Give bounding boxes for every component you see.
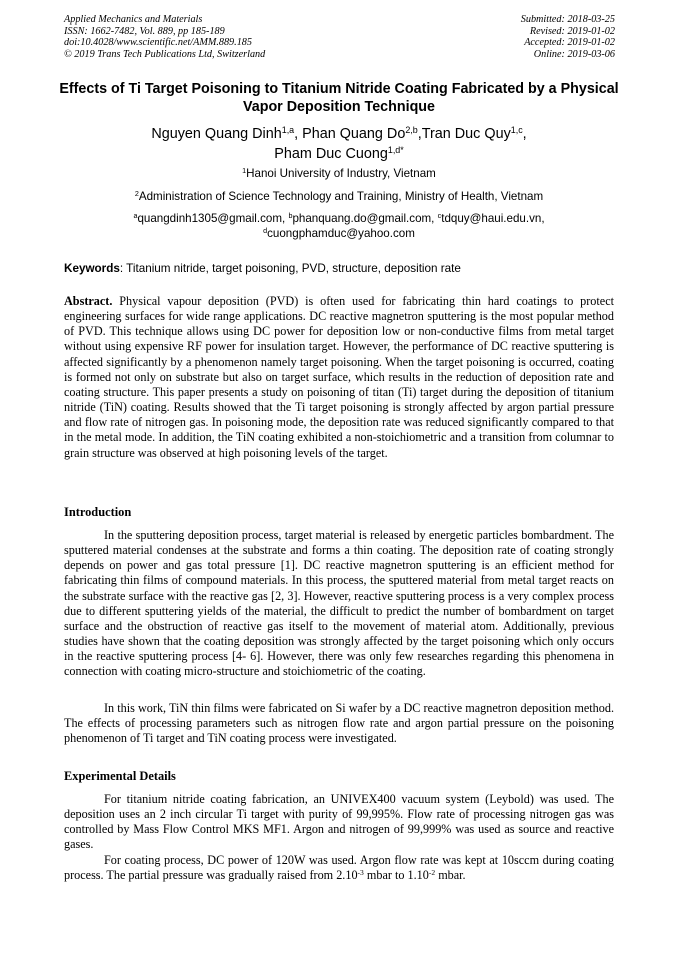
author-name: Nguyen Quang Dinh (151, 126, 282, 142)
accepted-date: Accepted: 2019-01-02 (524, 37, 615, 49)
paragraph: In this work, TiN thin films were fabricated on Si wafer by a DC reactive magnetron deposition method. The effects of processing parameters such as nitrogen flow rate and argon partial pressure on the poisoning phenomenon of Ti target and TiN coating process were investigated. (64, 701, 614, 746)
author-list: Nguyen Quang Dinh$^{1,a}$, Phan Quang Do$^{2,b}$,Tran Duc Quy$^{1,c}$, Pham Duc Cuong$^{1,d*}$ (151, 125, 527, 162)
journal-copyright: © 2019 Trans Tech Publications Ltd, Switzerland (64, 48, 266, 60)
journal-meta-right (521, 14, 615, 60)
email-link: cuongphamduc@yahoo.com (267, 227, 415, 240)
paragraph: For titanium nitride coating fabrication, an UNIVEX400 vacuum system (Leybold) was used. The deposition uses an 2 inch circular Ti target with purity of 99,995%. Flow rate of processing nitrogen gas was controlled by Mass Flow Control MKS MF1. Argon and nitrogen of 99,999% was used as source and reactive gases. (64, 792, 614, 852)
author-affiliation-mark: 1,a (281, 125, 295, 136)
section-heading-introduction: Introduction (64, 505, 132, 519)
author-name: Phan Quang Do (302, 126, 406, 142)
author-emails: $^a$quangdinh1305@gmail.com, $^b$phanquang.do@gmail.com, $^c$tdquy@haui.edu.vn, $^d$cuongphamduc@yahoo.com (133, 211, 545, 240)
journal-meta-left (64, 14, 265, 60)
keywords-label: Keywords (64, 262, 120, 275)
email-link: quangdinh1305@gmail.com, (137, 212, 289, 225)
email-link: tdquy@haui.edu.vn, (441, 212, 545, 225)
affiliation-1: $^1$Hanoi University of Industry, Vietnam (242, 166, 436, 180)
affiliation-2: $^2$Administration of Science Technology and Training, Ministry of Health, Vietnam (134, 189, 544, 203)
submitted-date: Submitted: 2018-03-25 (520, 14, 615, 25)
author-name: Tran Duc Quy (421, 126, 511, 142)
abstract (64, 294, 614, 461)
abstract-text: Physical vapour deposition (PVD) is often used for fabricating thin hard coatings to protect engineering surfaces for wide range applications. DC reactive magnetron sputtering is the most popular method of PVD. This technique allows using DC power for deposition low or non-conductive films from metal target without using expensive RF power for insulation target. However, the performance of DC reactive sputtering is affected significantly by a phenomenon namely target poisoning. When the target poisoning is occurred, coating is formed not only on substrate but also on target surface, which results in the reduction of deposition rate and coating structure. This paper presents a study on poisoning of titan (Ti) target during the deposition of titanium nitride (TiN) coating. Results showed that the Ti target poisoning is strongly affected by argon partial pressure and flow rate of nitrogen gas. In poisoning mode, the deposition rate was reduced significantly compared to that in the metal mode. In addition, the TiN coating exhibited a non-stoichiometric and a transition from columnar to grain structure was observed at high poisoning levels of the target. (64, 294, 614, 460)
abstract-label: Abstract. (64, 294, 113, 308)
journal-doi: doi:10.4028/www.scientific.net/AMM.889.185 (64, 37, 252, 49)
keywords-text: : Titanium nitride, target poisoning, PVD, structure, deposition rate (119, 262, 461, 275)
author-affiliation-mark: 1,d* (387, 145, 404, 156)
section-heading-experimental-details: Experimental Details (64, 769, 176, 783)
journal-issn: ISSN: 1662-7482, Vol. 889, pp 185-189 (64, 25, 225, 37)
author-affiliation-mark: 2,b (405, 125, 418, 136)
paragraph: In the sputtering deposition process, target material is released by energetic particles bombardment. The sputtered material condenses at the substrate and forms a thin coating. The deposition rate of coating strongly depends on power and gas total pressure [1]. DC reactive magnetron sputtering is an efficient method for fabricating thin films of compound materials. In this process, the sputtered material from metal target reacts on the substrate surface with the reactive gas [2, 3]. However, reactive sputtering process is a very complex process due to different sputtering yields of the material, the difficult to predict the number of bombardment on target surface and the obstruction of reactive gas itself to the movement of material atom. Additionally, previous studies have shown that the coating deposition was strongly affected by the target poisoning which only occurs in the reactive sputtering process [4- 6]. However, there was only few researches regarding this phenomena in connection with coating micro-structure and stoichiometric of the coating. (64, 528, 614, 679)
journal-name: Applied Mechanics and Materials (64, 14, 203, 25)
online-date: Online: 2019-03-06 (533, 48, 615, 60)
author-name: Pham Duc Cuong (274, 146, 388, 162)
email-link: phanquang.do@gmail.com, (292, 212, 438, 225)
revised-date: Revised: 2019-01-02 (529, 25, 615, 37)
paragraph: For coating process, DC power of 120W was used. Argon flow rate was kept at 10sccm during coating process. The partial pressure was gradually raised from $2.10^{-3}$ mbar to $1.10^{-2}$ mbar. (64, 853, 614, 883)
paper-title: Effects of Ti Target Poisoning to Titanium Nitride Coating Fabricated by a Physical Vapor Deposition Technique (59, 81, 619, 115)
keywords (64, 262, 624, 276)
author-affiliation-mark: 1,c (510, 125, 523, 136)
